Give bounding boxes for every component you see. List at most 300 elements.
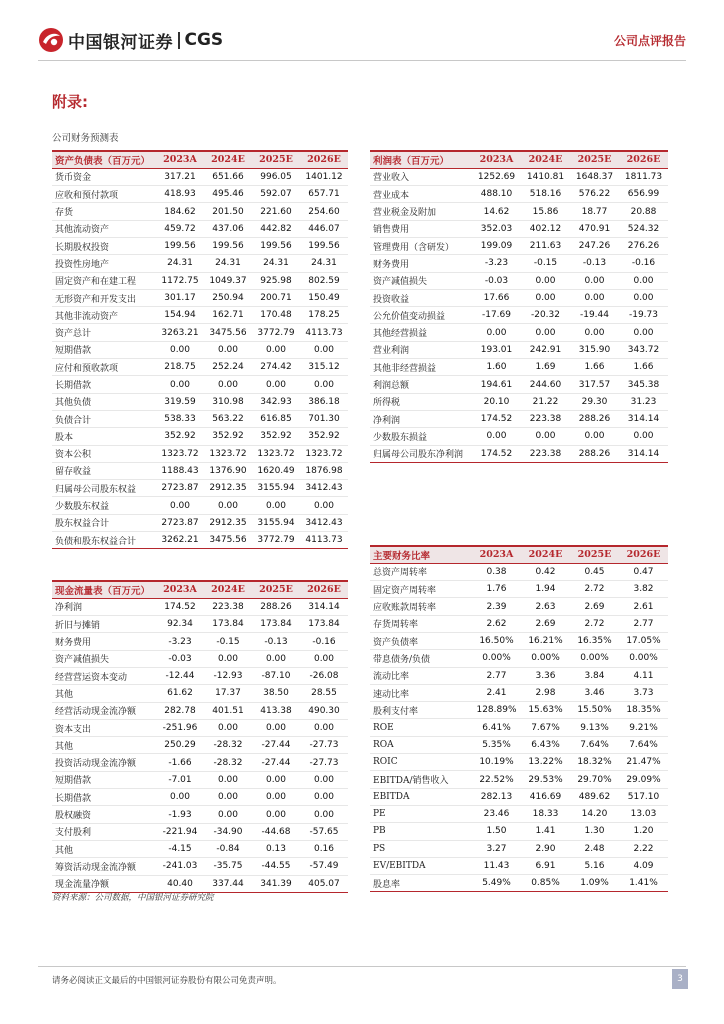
row-label: 资产减值损失 — [52, 650, 156, 667]
header-divider — [38, 60, 686, 61]
row-label: 资产总计 — [52, 324, 156, 341]
row-label: 带息债务/负债 — [370, 650, 472, 667]
year-column-header: 2023A — [472, 151, 521, 168]
value-cell: 0.00 — [619, 324, 668, 341]
row-label: 股权融资 — [52, 806, 156, 823]
row-label: 短期借款 — [52, 771, 156, 788]
table-row — [370, 684, 668, 701]
value-cell: 6.43% — [521, 736, 570, 753]
row-label: 少数股东损益 — [370, 428, 472, 445]
year-column-header: 2025E — [570, 546, 619, 563]
value-cell: 1188.43 — [156, 462, 204, 479]
row-label: 筹资活动现金流净额 — [52, 858, 156, 875]
value-cell: 1876.98 — [300, 462, 348, 479]
row-label: 净利润 — [52, 598, 156, 615]
row-label: 净利润 — [370, 410, 472, 427]
value-cell: 0.00 — [204, 376, 252, 393]
table-row — [52, 616, 348, 633]
table-row — [52, 186, 348, 203]
value-cell: -0.84 — [204, 840, 252, 857]
value-cell: 3.84 — [570, 667, 619, 684]
row-label: 流动比率 — [370, 667, 472, 684]
row-label: 长期借款 — [52, 376, 156, 393]
table-row — [52, 462, 348, 479]
year-column-header: 2026E — [619, 151, 668, 168]
row-label: PB — [370, 823, 472, 840]
galaxy-logo-icon — [38, 27, 64, 53]
table-title-header: 利润表（百万元） — [370, 151, 472, 168]
value-cell: 0.00 — [252, 789, 300, 806]
income-statement-table — [370, 150, 668, 463]
value-cell: -0.13 — [252, 633, 300, 650]
value-cell: -17.69 — [472, 307, 521, 324]
value-cell: 2.77 — [619, 615, 668, 632]
row-label: 应收账款周转率 — [370, 598, 472, 615]
value-cell: 317.21 — [156, 168, 204, 185]
value-cell: 1323.72 — [300, 445, 348, 462]
value-cell: 446.07 — [300, 220, 348, 237]
report-type: 公司点评报告 — [613, 34, 686, 48]
value-cell: 2.69 — [570, 598, 619, 615]
value-cell: -1.93 — [156, 806, 204, 823]
table-row — [52, 359, 348, 376]
value-cell: 2.61 — [619, 598, 668, 615]
value-cell: 173.84 — [204, 616, 252, 633]
row-label: 无形资产和开发支出 — [52, 289, 156, 306]
row-label: 股本 — [52, 428, 156, 445]
table-title-header: 资产负债表（百万元） — [52, 151, 156, 168]
value-cell: 996.05 — [252, 168, 300, 185]
value-cell: 563.22 — [204, 410, 252, 427]
value-cell: 1.76 — [472, 581, 521, 598]
value-cell: 1.41% — [619, 875, 668, 892]
table-row — [52, 497, 348, 514]
row-label: 公允价值变动损益 — [370, 307, 472, 324]
value-cell: 0.00 — [300, 497, 348, 514]
value-cell: 1.69 — [521, 359, 570, 376]
value-cell: 0.00 — [521, 428, 570, 445]
table-row — [52, 754, 348, 771]
value-cell: 218.75 — [156, 359, 204, 376]
table-row — [370, 220, 668, 237]
year-column-header: 2023A — [156, 581, 204, 598]
value-cell: 2723.87 — [156, 480, 204, 497]
value-cell: 221.60 — [252, 203, 300, 220]
value-cell: 592.07 — [252, 186, 300, 203]
value-cell: -3.23 — [156, 633, 204, 650]
value-cell: 0.00 — [521, 324, 570, 341]
table-row — [370, 702, 668, 719]
table-row — [370, 203, 668, 220]
row-label: ROA — [370, 736, 472, 753]
row-label: PS — [370, 840, 472, 857]
value-cell: 29.53% — [521, 771, 570, 788]
value-cell: 200.71 — [252, 289, 300, 306]
value-cell: 184.62 — [156, 203, 204, 220]
value-cell: 6.41% — [472, 719, 521, 736]
row-label: 应收和预付款项 — [52, 186, 156, 203]
value-cell: 0.45 — [570, 563, 619, 580]
value-cell: 173.84 — [300, 616, 348, 633]
value-cell: 5.35% — [472, 736, 521, 753]
value-cell: 0.00 — [570, 289, 619, 306]
value-cell: 401.51 — [204, 702, 252, 719]
value-cell: 0.00 — [300, 789, 348, 806]
value-cell: -7.01 — [156, 771, 204, 788]
value-cell: -27.44 — [252, 737, 300, 754]
value-cell: 244.60 — [521, 376, 570, 393]
table-row — [370, 168, 668, 185]
table-row — [52, 702, 348, 719]
year-column-header: 2024E — [521, 546, 570, 563]
value-cell: 282.78 — [156, 702, 204, 719]
table-row — [52, 789, 348, 806]
value-cell: 3.73 — [619, 684, 668, 701]
row-label: 股息率 — [370, 875, 472, 892]
table-row — [52, 220, 348, 237]
value-cell: 194.61 — [472, 376, 521, 393]
value-cell: 254.60 — [300, 203, 348, 220]
row-label: 所得税 — [370, 393, 472, 410]
row-label: 负债合计 — [52, 410, 156, 427]
value-cell: -34.90 — [204, 823, 252, 840]
value-cell: 0.00 — [570, 272, 619, 289]
value-cell: 250.94 — [204, 289, 252, 306]
value-cell: 352.92 — [156, 428, 204, 445]
value-cell: 341.39 — [252, 875, 300, 892]
table-row — [52, 737, 348, 754]
value-cell: 38.50 — [252, 685, 300, 702]
value-cell: 17.05% — [619, 632, 668, 649]
value-cell: 250.29 — [156, 737, 204, 754]
value-cell: 1410.81 — [521, 168, 570, 185]
row-label: 支付股利 — [52, 823, 156, 840]
value-cell: -28.32 — [204, 754, 252, 771]
value-cell: -251.96 — [156, 719, 204, 736]
value-cell: 7.67% — [521, 719, 570, 736]
value-cell: 17.66 — [472, 289, 521, 306]
value-cell: 1.66 — [570, 359, 619, 376]
page-number: 3 — [672, 969, 688, 989]
value-cell: 29.70% — [570, 771, 619, 788]
value-cell: 1.09% — [570, 875, 619, 892]
value-cell: 0.00 — [619, 272, 668, 289]
value-cell: 657.71 — [300, 186, 348, 203]
row-label: 经营营运资本变动 — [52, 667, 156, 684]
table-row — [370, 805, 668, 822]
value-cell: 0.00 — [156, 789, 204, 806]
value-cell: 2912.35 — [204, 514, 252, 531]
row-label: 营业税金及附加 — [370, 203, 472, 220]
table-row — [370, 324, 668, 341]
value-cell: 517.10 — [619, 788, 668, 805]
value-cell: 1.66 — [619, 359, 668, 376]
value-cell: 4113.73 — [300, 532, 348, 549]
value-cell: 174.52 — [472, 445, 521, 462]
value-cell: 0.00 — [521, 289, 570, 306]
value-cell: -0.15 — [521, 255, 570, 272]
row-label: 归属母公司股东净利润 — [370, 445, 472, 462]
value-cell: 0.00 — [619, 289, 668, 306]
value-cell: 61.62 — [156, 685, 204, 702]
table-row — [370, 754, 668, 771]
row-label: PE — [370, 805, 472, 822]
value-cell: 0.00 — [570, 428, 619, 445]
appendix-title: 附录: — [52, 93, 88, 111]
value-cell: 274.42 — [252, 359, 300, 376]
table-title-header: 现金流量表（百万元） — [52, 581, 156, 598]
value-cell: 3155.94 — [252, 480, 300, 497]
row-label: 其他流动资产 — [52, 220, 156, 237]
value-cell: 199.56 — [300, 237, 348, 254]
company-logo — [38, 26, 223, 54]
table-row — [52, 840, 348, 857]
value-cell: -87.10 — [252, 667, 300, 684]
value-cell: -0.03 — [472, 272, 521, 289]
value-cell: 150.49 — [300, 289, 348, 306]
row-label: 营业利润 — [370, 341, 472, 358]
value-cell: 199.56 — [204, 237, 252, 254]
table-row — [52, 719, 348, 736]
row-label: EV/EBITDA — [370, 857, 472, 874]
table-row — [370, 186, 668, 203]
value-cell: 0.00 — [252, 771, 300, 788]
value-cell: 1811.73 — [619, 168, 668, 185]
value-cell: -0.03 — [156, 650, 204, 667]
table-row — [52, 650, 348, 667]
value-cell: 22.52% — [472, 771, 521, 788]
value-cell: 4113.73 — [300, 324, 348, 341]
value-cell: 0.00 — [570, 324, 619, 341]
value-cell: 2.72 — [570, 581, 619, 598]
value-cell: 92.34 — [156, 616, 204, 633]
value-cell: 352.92 — [204, 428, 252, 445]
row-label: 归属母公司股东权益 — [52, 480, 156, 497]
row-label: 投资性房地产 — [52, 255, 156, 272]
cash-flow-table — [52, 580, 348, 893]
value-cell: 0.00% — [521, 650, 570, 667]
value-cell: 1.20 — [619, 823, 668, 840]
table-row — [52, 806, 348, 823]
value-cell: 2912.35 — [204, 480, 252, 497]
value-cell: 656.99 — [619, 186, 668, 203]
value-cell: -44.55 — [252, 858, 300, 875]
value-cell: 0.47 — [619, 563, 668, 580]
value-cell: 0.00 — [472, 428, 521, 445]
value-cell: 0.38 — [472, 563, 521, 580]
value-cell: 802.59 — [300, 272, 348, 289]
value-cell: 3772.79 — [252, 324, 300, 341]
row-label: 留存收益 — [52, 462, 156, 479]
table-row — [370, 615, 668, 632]
value-cell: 315.12 — [300, 359, 348, 376]
row-label: 股东权益合计 — [52, 514, 156, 531]
value-cell: 13.22% — [521, 754, 570, 771]
value-cell: -12.93 — [204, 667, 252, 684]
value-cell: 0.00 — [252, 719, 300, 736]
value-cell: 9.21% — [619, 719, 668, 736]
row-label: 资产减值损失 — [370, 272, 472, 289]
value-cell: 13.03 — [619, 805, 668, 822]
value-cell: -19.44 — [570, 307, 619, 324]
value-cell: 170.48 — [252, 307, 300, 324]
value-cell: -27.73 — [300, 754, 348, 771]
value-cell: -241.03 — [156, 858, 204, 875]
value-cell: 2.22 — [619, 840, 668, 857]
value-cell: 17.37 — [204, 685, 252, 702]
value-cell: 495.46 — [204, 186, 252, 203]
value-cell: 418.93 — [156, 186, 204, 203]
value-cell: 1.60 — [472, 359, 521, 376]
value-cell: 0.00 — [204, 719, 252, 736]
value-cell: 1401.12 — [300, 168, 348, 185]
value-cell: 0.16 — [300, 840, 348, 857]
value-cell: 193.01 — [472, 341, 521, 358]
year-column-header: 2024E — [204, 581, 252, 598]
value-cell: 490.30 — [300, 702, 348, 719]
value-cell: 314.14 — [619, 410, 668, 427]
row-label: 利润总额 — [370, 376, 472, 393]
value-cell: 14.20 — [570, 805, 619, 822]
row-label: 长期借款 — [52, 789, 156, 806]
row-label: 财务费用 — [370, 255, 472, 272]
value-cell: 0.00 — [252, 376, 300, 393]
data-source-note: 资料来源：公司数据，中国银河证券研究院 — [52, 893, 214, 903]
row-label: 存货周转率 — [370, 615, 472, 632]
table-row — [52, 168, 348, 185]
value-cell: 2.62 — [472, 615, 521, 632]
value-cell: 0.00 — [300, 341, 348, 358]
row-label: 投资收益 — [370, 289, 472, 306]
table-row — [52, 324, 348, 341]
value-cell: 252.24 — [204, 359, 252, 376]
value-cell: 3.82 — [619, 581, 668, 598]
value-cell: 315.90 — [570, 341, 619, 358]
value-cell: 211.63 — [521, 237, 570, 254]
value-cell: -221.94 — [156, 823, 204, 840]
value-cell: -27.73 — [300, 737, 348, 754]
value-cell: 4.09 — [619, 857, 668, 874]
row-label: 其他非经营损益 — [370, 359, 472, 376]
value-cell: 3263.21 — [156, 324, 204, 341]
table-row — [370, 341, 668, 358]
value-cell: 24.31 — [252, 255, 300, 272]
value-cell: 0.00 — [204, 341, 252, 358]
row-label: 总资产周转率 — [370, 563, 472, 580]
value-cell: -57.49 — [300, 858, 348, 875]
value-cell: 2723.87 — [156, 514, 204, 531]
value-cell: 489.62 — [570, 788, 619, 805]
value-cell: 242.91 — [521, 341, 570, 358]
value-cell: 343.72 — [619, 341, 668, 358]
table-row — [370, 632, 668, 649]
table-row — [52, 685, 348, 702]
value-cell: 538.33 — [156, 410, 204, 427]
table-row — [370, 563, 668, 580]
value-cell: 0.00 — [204, 650, 252, 667]
key-ratios-table — [370, 545, 668, 892]
year-column-header: 2026E — [300, 151, 348, 168]
value-cell: 2.98 — [521, 684, 570, 701]
value-cell: 1.30 — [570, 823, 619, 840]
value-cell: 314.14 — [619, 445, 668, 462]
value-cell: 337.44 — [204, 875, 252, 892]
value-cell: 0.00% — [570, 650, 619, 667]
table-row — [52, 410, 348, 427]
value-cell: -12.44 — [156, 667, 204, 684]
table-row — [370, 598, 668, 615]
value-cell: 28.55 — [300, 685, 348, 702]
value-cell: 3155.94 — [252, 514, 300, 531]
value-cell: 0.00 — [204, 806, 252, 823]
value-cell: 174.52 — [156, 598, 204, 615]
value-cell: 352.92 — [300, 428, 348, 445]
value-cell: 162.71 — [204, 307, 252, 324]
row-label: 资产负债率 — [370, 632, 472, 649]
value-cell: 2.41 — [472, 684, 521, 701]
table-row — [370, 393, 668, 410]
value-cell: 247.26 — [570, 237, 619, 254]
logo-text-cn: 中国银河证券 — [68, 32, 173, 53]
row-label: 资本公积 — [52, 445, 156, 462]
value-cell: 21.47% — [619, 754, 668, 771]
value-cell: 199.56 — [156, 237, 204, 254]
value-cell: 0.85% — [521, 875, 570, 892]
row-label: 固定资产周转率 — [370, 581, 472, 598]
balance-sheet-table — [52, 150, 348, 549]
table-row — [52, 428, 348, 445]
value-cell: 925.98 — [252, 272, 300, 289]
table-row — [52, 272, 348, 289]
value-cell: 0.00 — [300, 650, 348, 667]
table-row — [370, 307, 668, 324]
value-cell: 0.00 — [204, 771, 252, 788]
value-cell: 23.46 — [472, 805, 521, 822]
value-cell: 7.64% — [619, 736, 668, 753]
value-cell: -44.68 — [252, 823, 300, 840]
value-cell: 5.49% — [472, 875, 521, 892]
value-cell: 1.94 — [521, 581, 570, 598]
year-column-header: 2026E — [300, 581, 348, 598]
row-label: 其他非流动资产 — [52, 307, 156, 324]
value-cell: 402.12 — [521, 220, 570, 237]
value-cell: 1049.37 — [204, 272, 252, 289]
value-cell: 317.57 — [570, 376, 619, 393]
value-cell: 223.38 — [521, 410, 570, 427]
value-cell: 178.25 — [300, 307, 348, 324]
value-cell: 0.00 — [156, 341, 204, 358]
year-column-header: 2024E — [521, 151, 570, 168]
value-cell: 15.63% — [521, 702, 570, 719]
table-row — [52, 480, 348, 497]
table-row — [370, 771, 668, 788]
value-cell: 10.19% — [472, 754, 521, 771]
table-row — [52, 667, 348, 684]
year-column-header: 2025E — [570, 151, 619, 168]
table-row — [52, 858, 348, 875]
table-row — [370, 359, 668, 376]
value-cell: 0.00 — [521, 272, 570, 289]
value-cell: 442.82 — [252, 220, 300, 237]
year-column-header: 2026E — [619, 546, 668, 563]
value-cell: 319.59 — [156, 393, 204, 410]
value-cell: 0.00 — [252, 497, 300, 514]
footer-divider — [38, 966, 686, 967]
value-cell: 18.33 — [521, 805, 570, 822]
value-cell: 288.26 — [570, 445, 619, 462]
value-cell: 3.36 — [521, 667, 570, 684]
value-cell: -0.16 — [300, 633, 348, 650]
